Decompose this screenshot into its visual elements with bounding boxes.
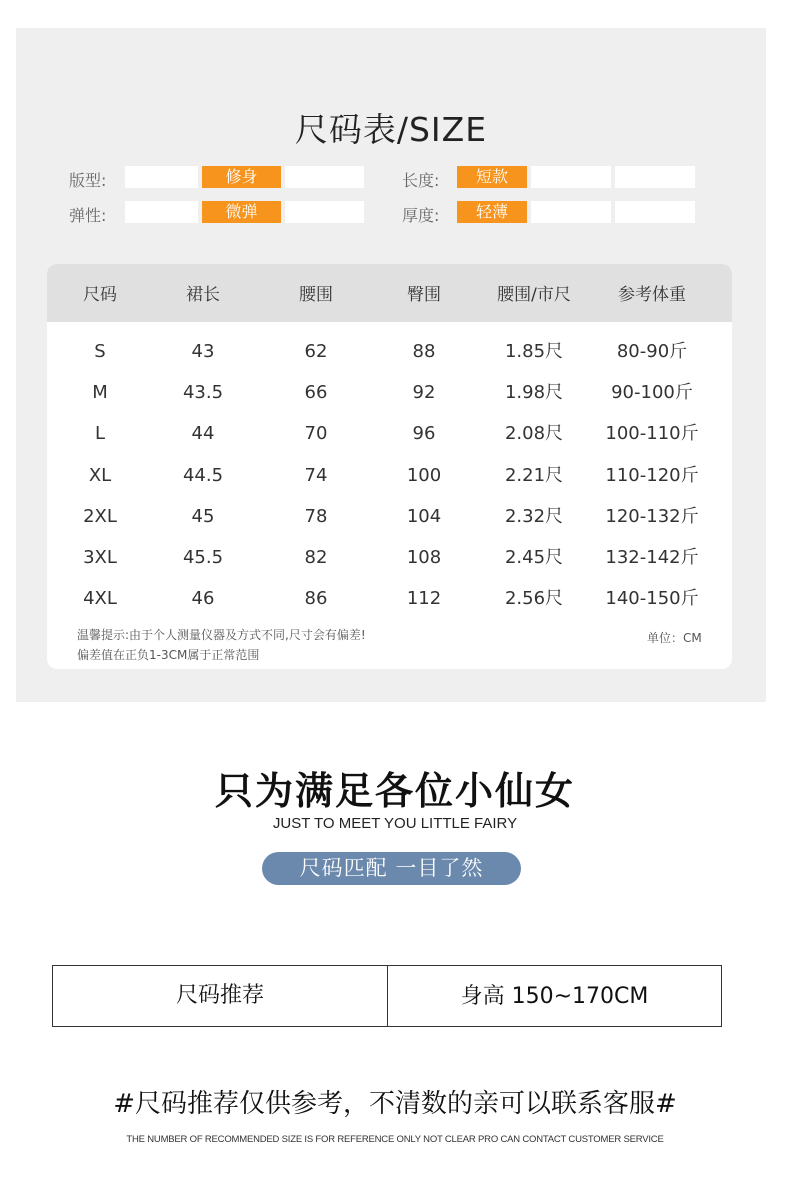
- length-option-blank: [615, 166, 695, 188]
- warning-note: 温馨提示:由于个人测量仪器及方式不同,尺寸会有偏差!: [77, 628, 366, 642]
- table-cell: 78: [304, 505, 328, 527]
- unit-label: 单位：CM: [647, 631, 702, 645]
- table-cell: 3XL: [83, 547, 117, 568]
- page-title: 尺码表/SIZE: [294, 110, 488, 149]
- header-size: 尺码: [83, 285, 117, 305]
- table-cell: 82: [304, 547, 328, 568]
- slogan-cn: 只为满足各位小仙女: [214, 769, 575, 813]
- header-waist: 腰围: [299, 285, 333, 305]
- table-cell: 86: [304, 588, 328, 610]
- table-cell: 140-150斤: [605, 588, 699, 610]
- header-skirt-length: 裙长: [186, 285, 220, 305]
- elastic-label: 弹性:: [69, 206, 107, 225]
- table-cell: 45.5: [182, 547, 224, 568]
- table-header: [47, 264, 732, 322]
- table-cell: 1.98尺: [504, 382, 564, 404]
- header-hip: 臀围: [407, 285, 441, 305]
- recommend-label: 尺码推荐: [175, 983, 264, 1008]
- table-cell: 66: [304, 382, 328, 404]
- table-cell: 44: [191, 423, 215, 445]
- header-ref-weight: 参考体重: [618, 285, 686, 305]
- elastic-option-blank: [125, 201, 198, 223]
- thickness-option-blank: [531, 201, 611, 223]
- table-cell: 108: [406, 547, 442, 568]
- table-cell: 100-110斤: [605, 423, 699, 445]
- footer-note-en: THE NUMBER OF RECOMMENDED SIZE IS FOR REFERENCE ONLY NOT CLEAR PRO CAN CONTACT CUSTOMER SERVICE: [126, 1134, 664, 1145]
- table-cell: 2XL: [83, 505, 117, 527]
- table-cell: 4XL: [83, 588, 117, 610]
- slogan-en: JUST TO MEET YOU LITTLE FAIRY: [272, 815, 518, 832]
- size-recommend-box: [52, 965, 722, 1027]
- recommend-value: 身高 150~170CM: [460, 984, 649, 1009]
- table-cell: 2.32尺: [504, 505, 564, 527]
- table-cell: 132-142斤: [605, 547, 699, 568]
- table-cell: S: [94, 341, 106, 362]
- table-cell: 70: [304, 423, 328, 445]
- table-cell: 43: [191, 341, 215, 362]
- table-cell: 92: [412, 382, 436, 404]
- table-cell: 74: [304, 464, 328, 486]
- table-cell: 110-120斤: [605, 464, 699, 486]
- fit-option-blank: [125, 166, 198, 188]
- table-cell: 46: [191, 588, 215, 610]
- table-cell: 1.85尺: [504, 341, 564, 362]
- table-cell: 100: [406, 464, 442, 486]
- fit-value: 修身: [202, 166, 281, 188]
- length-label: 长度:: [402, 171, 440, 190]
- table-cell: 2.08尺: [504, 423, 564, 445]
- length-option-blank: [531, 166, 611, 188]
- table-cell: 90-100斤: [611, 382, 693, 404]
- elastic-value: 微弹: [202, 201, 281, 223]
- length-value: 短款: [457, 166, 527, 188]
- size-table: [47, 264, 732, 669]
- table-cell: M: [92, 382, 108, 404]
- table-cell: L: [94, 423, 106, 445]
- fit-option-blank: [285, 166, 364, 188]
- table-cell: 80-90斤: [616, 341, 688, 362]
- table-cell: 2.45尺: [504, 547, 564, 568]
- table-cell: XL: [88, 464, 112, 486]
- table-cell: 44.5: [182, 464, 224, 486]
- thickness-option-blank: [615, 201, 695, 223]
- table-cell: 2.56尺: [504, 588, 564, 610]
- thickness-value: 轻薄: [457, 201, 527, 223]
- thickness-label: 厚度:: [402, 206, 440, 225]
- table-cell: 120-132斤: [605, 505, 699, 527]
- footer-note-cn: #尺码推荐仅供参考，不清数的亲可以联系客服#: [113, 1089, 677, 1119]
- deviation-note: 偏差值在正负1-3CM属于正常范围: [77, 648, 260, 662]
- table-cell: 45: [191, 505, 215, 527]
- table-cell: 2.21尺: [504, 464, 564, 486]
- header-waist-chi: 腰围/市尺: [497, 285, 571, 305]
- table-cell: 96: [412, 423, 436, 445]
- elastic-option-blank: [285, 201, 364, 223]
- table-cell: 88: [412, 341, 436, 362]
- table-cell: 62: [304, 341, 328, 362]
- table-cell: 104: [406, 505, 442, 527]
- fit-label: 版型:: [69, 171, 107, 190]
- size-match-badge: 尺码匹配 一目了然: [262, 852, 521, 885]
- table-cell: 112: [406, 588, 442, 610]
- table-cell: 43.5: [182, 382, 224, 404]
